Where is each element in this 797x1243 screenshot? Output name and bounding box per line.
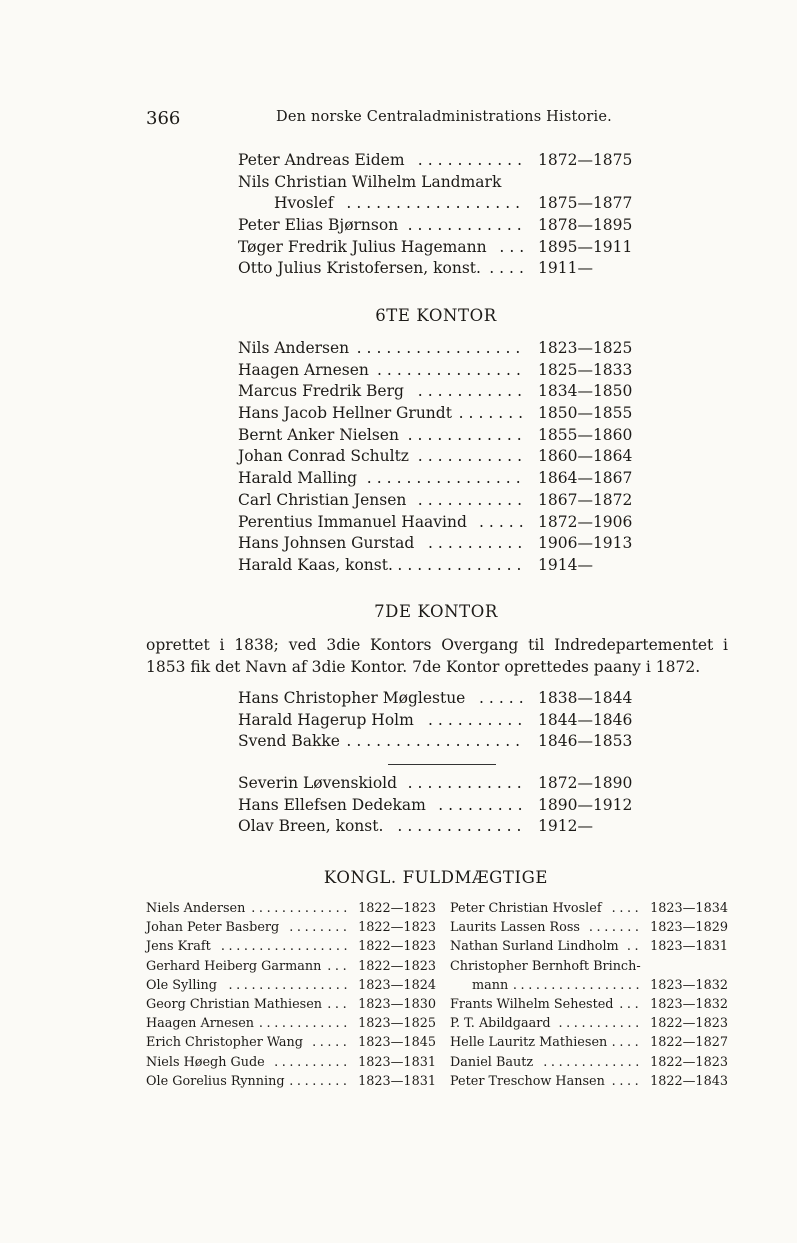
service-years: 1822—1827 <box>650 1035 728 1051</box>
person-name: Haagen Arnesen <box>146 1016 255 1032</box>
list-item <box>238 150 638 172</box>
service-years: 1825—1833 <box>538 360 633 379</box>
service-years: 1890—1912 <box>538 795 633 814</box>
person-name: Niels Høegh Gude <box>146 1054 265 1070</box>
list-item <box>146 1033 436 1052</box>
list-item <box>238 360 638 382</box>
leader-dots: ........ <box>289 1073 351 1089</box>
person-name: Laurits Lassen Ross <box>450 920 580 936</box>
list-item <box>238 773 638 795</box>
service-years: 1878—1895 <box>538 216 633 235</box>
leader-dots: ........... <box>558 1016 643 1032</box>
person-name: Jens Kraft <box>146 939 211 955</box>
list-item <box>238 338 638 360</box>
list-item <box>146 918 436 937</box>
section-7-heading: 7DE KONTOR <box>374 602 498 621</box>
person-name: Hans Christopher Møglestue <box>238 689 466 707</box>
list-item <box>238 215 638 237</box>
list-item <box>146 1014 436 1033</box>
list-item <box>238 688 638 710</box>
person-name: Svend Bakke <box>238 732 340 751</box>
person-name: Harald Hagerup Holm <box>238 710 414 729</box>
service-years: 1822—1823 <box>358 920 436 936</box>
leader-dots: ........... <box>417 151 527 169</box>
service-years: 1822—1843 <box>650 1073 728 1089</box>
list-item <box>238 490 638 512</box>
service-years: 1912— <box>538 817 593 836</box>
person-name: Harald Malling <box>238 469 358 488</box>
person-name: Ole Sylling <box>146 977 217 993</box>
service-years: 1823—1832 <box>650 977 728 993</box>
leader-dots: ............... <box>377 360 526 379</box>
person-name: Ole Gorelius Rynning <box>146 1073 285 1089</box>
leader-dots: .. <box>626 939 643 955</box>
fuldmaegtige-heading: KONGL. FULDMÆGTIGE <box>323 868 549 887</box>
leader-dots: ......... <box>438 795 528 814</box>
person-name: Peter Treschow Hansen <box>450 1073 605 1089</box>
leader-dots: .... <box>611 1073 643 1089</box>
person-name: Olav Breen, konst. <box>238 817 384 836</box>
list-item <box>146 995 436 1014</box>
person-name: Gerhard Heiberg Garmann <box>146 958 322 974</box>
list-item <box>238 446 638 468</box>
person-name: Nils Andersen <box>238 339 350 357</box>
list-item <box>238 172 638 194</box>
service-years: 1823—1845 <box>358 1035 436 1051</box>
list-item <box>238 533 638 555</box>
list-item <box>238 795 638 817</box>
service-years: 1823—1831 <box>650 939 728 955</box>
leader-dots: .... <box>611 901 643 916</box>
service-years: 1846—1853 <box>538 732 633 751</box>
service-years: 1860—1864 <box>538 447 633 466</box>
person-name: Peter Elias Bjørnson <box>238 216 399 235</box>
person-name: Carl Christian Jensen <box>238 490 407 509</box>
leader-dots: ............ <box>407 425 527 444</box>
leader-dots: .......... <box>428 710 528 729</box>
service-years: 1823—1834 <box>650 901 728 916</box>
person-name: Bernt Anker Nielsen <box>238 425 399 444</box>
list-item <box>450 1014 728 1033</box>
leader-dots: ....... <box>458 404 529 423</box>
service-years: 1872—1906 <box>538 512 633 531</box>
person-name: Nathan Surland Lindholm <box>450 939 619 955</box>
leader-dots: .................. <box>346 732 526 751</box>
person-name: Georg Christian Mathiesen <box>146 996 323 1012</box>
list-item <box>238 512 638 534</box>
service-years: 1823—1825 <box>538 339 633 357</box>
list-item <box>450 937 728 956</box>
leader-dots: ... <box>499 237 530 256</box>
list-item <box>238 731 638 753</box>
service-years: 1906—1913 <box>538 534 633 553</box>
leader-dots: ........... <box>417 447 527 466</box>
list-item <box>450 1053 728 1072</box>
leader-dots: ............ <box>258 1016 351 1032</box>
list-item <box>450 899 728 918</box>
list-item <box>146 957 436 976</box>
leader-dots: ..... <box>479 689 529 707</box>
service-years: 1872—1875 <box>538 151 633 169</box>
person-name: mann <box>472 977 509 993</box>
fuldmaegtige-right-column <box>450 899 728 1091</box>
leader-dots: ................. <box>220 939 352 955</box>
section-divider <box>388 764 496 765</box>
leader-dots: ............. <box>251 901 351 916</box>
leader-dots: ... <box>327 958 351 974</box>
service-years: 1911— <box>538 259 593 278</box>
top-list <box>238 150 638 280</box>
service-years: 1823—1830 <box>358 996 436 1012</box>
service-years: 1822—1823 <box>650 1016 728 1032</box>
section-7-list-2 <box>238 773 638 838</box>
person-name: P. T. Abildgaard <box>450 1016 551 1032</box>
person-name: Frants Wilhelm Sehested <box>450 996 614 1012</box>
leader-dots: .................. <box>346 194 526 213</box>
leader-dots: ........ <box>289 920 351 936</box>
leader-dots: .... <box>489 259 529 278</box>
fuldmaegtige-left-column <box>146 899 436 1091</box>
person-name: Hans Ellefsen Dedekam <box>238 795 426 814</box>
service-years: 1823—1831 <box>358 1073 436 1089</box>
leader-dots: .......... <box>428 534 528 553</box>
leader-dots: ..... <box>479 512 529 531</box>
leader-dots: ........... <box>417 382 527 401</box>
leader-dots: .... <box>611 1035 643 1051</box>
leader-dots: ............ <box>407 216 527 235</box>
person-name: Marcus Fredrik Berg <box>238 382 404 401</box>
person-name: Haagen Arnesen <box>238 360 369 379</box>
service-years: 1823—1824 <box>358 977 436 993</box>
list-item <box>238 237 638 259</box>
list-item <box>146 899 436 918</box>
list-item <box>238 710 638 732</box>
leader-dots: ... <box>327 996 351 1012</box>
list-item <box>450 995 728 1014</box>
leader-dots: ... <box>619 996 643 1012</box>
person-name: Perentius Immanuel Haavind <box>238 512 467 531</box>
service-years: 1864—1867 <box>538 469 633 488</box>
person-name: Peter Andreas Eidem <box>238 151 405 169</box>
service-years: 1875—1877 <box>538 194 633 213</box>
person-name: Johan Conrad Schultz <box>238 447 409 466</box>
person-name: Tøger Fredrik Julius Hagemann <box>238 237 487 256</box>
leader-dots: ................. <box>512 977 644 993</box>
service-years: 1823—1829 <box>650 920 728 936</box>
person-name: Hans Jacob Hellner Grundt <box>238 404 452 423</box>
leader-dots: ............. <box>397 817 527 836</box>
list-item <box>238 258 638 280</box>
service-years: 1823—1832 <box>650 996 728 1012</box>
page-number: 366 <box>146 108 181 129</box>
person-name: Otto Julius Kristofersen, konst. <box>238 259 481 278</box>
section-7-text: oprettet i 1838; ved 3die Kontors Overgang til Indredepartementet i 1853 fik det Navn af 3die Kontor. 7de Kontor oprettedes paany i 1872. <box>146 636 728 676</box>
list-item <box>450 1033 728 1052</box>
service-years: 1850—1855 <box>538 404 633 423</box>
service-years: 1914— <box>538 555 593 574</box>
person-name: Erich Christopher Wang <box>146 1035 303 1051</box>
service-years: 1834—1850 <box>538 382 633 401</box>
service-years: 1872—1890 <box>538 774 633 792</box>
service-years: 1823—1831 <box>358 1054 436 1070</box>
person-name: Daniel Bautz <box>450 1054 534 1070</box>
list-item <box>238 381 638 403</box>
running-title: Den norske Centraladministrations Historie. <box>276 109 612 125</box>
list-item <box>238 468 638 490</box>
service-years: 1895—1911 <box>538 237 633 256</box>
service-years: 1855—1860 <box>538 425 633 444</box>
list-item <box>146 937 436 956</box>
list-item <box>146 1053 436 1072</box>
list-item <box>450 918 728 937</box>
person-name: Peter Christian Hvoslef <box>450 901 602 916</box>
leader-dots: .......... <box>274 1054 351 1070</box>
person-name: Severin Løvenskiold <box>238 774 398 792</box>
person-name: Nils Christian Wilhelm Landmark <box>238 172 502 191</box>
section-7-list-1 <box>238 688 638 753</box>
section-7-paragraph <box>146 634 728 678</box>
leader-dots: ............ <box>407 774 527 792</box>
list-item <box>238 555 638 577</box>
service-years: 1844—1846 <box>538 710 633 729</box>
list-item <box>238 193 638 215</box>
service-years: 1822—1823 <box>650 1054 728 1070</box>
leader-dots: ........... <box>417 490 527 509</box>
list-item <box>450 957 728 976</box>
service-years: 1823—1825 <box>358 1016 436 1032</box>
leader-dots: ............. <box>543 1054 643 1070</box>
list-item <box>146 1072 436 1091</box>
list-item <box>450 976 728 995</box>
leader-dots: ................. <box>356 339 526 357</box>
person-name: Helle Lauritz Mathiesen <box>450 1035 608 1051</box>
list-item <box>238 425 638 447</box>
service-years: 1822—1823 <box>358 939 436 955</box>
list-item <box>146 976 436 995</box>
leader-dots: ....... <box>588 920 643 936</box>
leader-dots: ............. <box>397 555 527 574</box>
person-name: Christopher Bernhoft Brinch- <box>450 958 641 974</box>
section-6-list <box>238 338 638 577</box>
list-item <box>450 1072 728 1091</box>
person-name: Johan Peter Basberg <box>146 920 280 936</box>
person-name: Harald Kaas, konst. <box>238 555 393 574</box>
service-years: 1822—1823 <box>358 901 436 916</box>
person-name: Hvoslef <box>274 194 334 213</box>
leader-dots: ................ <box>366 469 526 488</box>
service-years: 1867—1872 <box>538 490 633 509</box>
service-years: 1822—1823 <box>358 958 436 974</box>
running-header <box>146 108 726 134</box>
section-6-heading: 6TE KONTOR <box>375 306 497 325</box>
person-name: Hans Johnsen Gurstad <box>238 534 415 553</box>
service-years: 1838—1844 <box>538 689 633 707</box>
person-name: Niels Andersen <box>146 901 246 916</box>
leader-dots: ................ <box>228 977 352 993</box>
leader-dots: ..... <box>312 1035 351 1051</box>
list-item <box>238 403 638 425</box>
list-item <box>238 816 638 838</box>
